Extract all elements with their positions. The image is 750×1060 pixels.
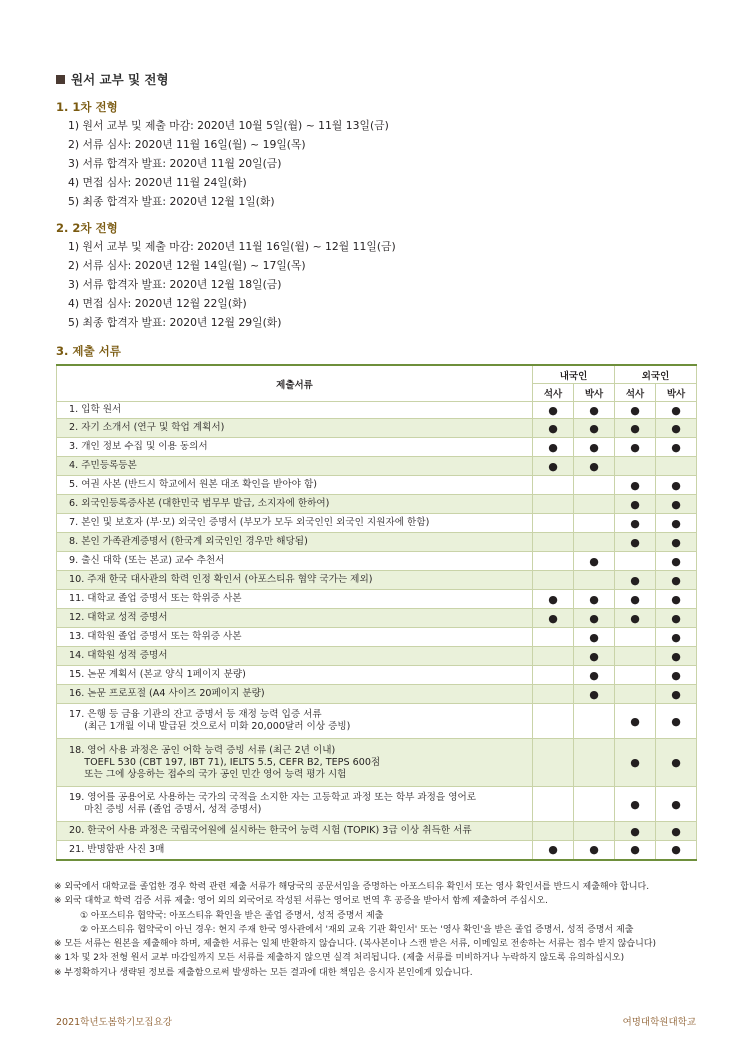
document-name: 14. 대학원 성적 증명서: [57, 647, 533, 666]
domestic-doctor-mark: [574, 787, 615, 822]
table-row: [57, 685, 697, 704]
table-row: [57, 822, 697, 841]
foreign-master-mark: ●: [615, 609, 656, 628]
round2-item: 3) 서류 합격자 발표: 2020년 12월 18일(금): [68, 278, 282, 291]
domestic-master-mark: ●: [533, 457, 574, 476]
domestic-doctor-mark: [574, 514, 615, 533]
foreign-master-mark: [615, 666, 656, 685]
section-title: 원서 교부 및 전형: [56, 70, 169, 88]
foreign-master-mark: ●: [615, 571, 656, 590]
domestic-header: 내국인: [533, 365, 615, 384]
foreign-master-mark: ●: [615, 590, 656, 609]
foreign-master-mark: [615, 457, 656, 476]
domestic-master-mark: [533, 628, 574, 647]
table-row: [57, 666, 697, 685]
domestic-doctor-mark: [574, 476, 615, 495]
domestic-doctor-mark: ●: [574, 419, 615, 438]
foreign-master-mark: ●: [615, 438, 656, 457]
document-name: 3. 개인 정보 수집 및 이용 동의서: [57, 438, 533, 457]
foreign-master-header: 석사: [615, 384, 656, 402]
domestic-doctor-mark: ●: [574, 590, 615, 609]
domestic-master-mark: ●: [533, 402, 574, 419]
foreign-doctor-mark: [656, 457, 697, 476]
foreign-master-mark: ●: [615, 739, 656, 787]
domestic-doctor-mark: [574, 571, 615, 590]
domestic-master-mark: [533, 533, 574, 552]
document-name: 21. 반명함판 사진 3매: [57, 841, 533, 860]
note-line: ※ 부정확하거나 생략된 정보를 제출함으로써 발생하는 모든 결과에 대한 책임은 응시자 본인에게 있습니다.: [54, 967, 473, 978]
foreign-doctor-mark: ●: [656, 822, 697, 841]
domestic-doctor-mark: [574, 739, 615, 787]
document-name: 6. 외국인등록증사본 (대한민국 법무부 발급, 소지자에 한하여): [57, 495, 533, 514]
document-name: 15. 논문 계획서 (본교 양식 1페이지 분량): [57, 666, 533, 685]
domestic-doctor-mark: ●: [574, 552, 615, 571]
domestic-master-mark: ●: [533, 841, 574, 860]
foreign-master-mark: [615, 685, 656, 704]
table-row: [57, 419, 697, 438]
note-line: ① 아포스티유 협약국: 아포스티유 확인을 받은 졸업 증명서, 성적 증명서 제출: [80, 910, 384, 921]
domestic-master-mark: [533, 495, 574, 514]
domestic-doctor-mark: [574, 704, 615, 739]
foreign-doctor-mark: ●: [656, 628, 697, 647]
document-name: 19. 영어를 공용어로 사용하는 국가의 국적을 소지한 자는 고등학교 과정 또는 학부 과정을 영어로 마친 증빙 서류 (졸업 증명서, 성적 증명서): [57, 787, 533, 822]
document-name: 20. 한국어 사용 과정은 국립국어원에 실시하는 한국어 능력 시험 (TOPIK) 3급 이상 취득한 서류: [57, 822, 533, 841]
foreign-doctor-mark: ●: [656, 514, 697, 533]
square-bullet-icon: [56, 75, 65, 84]
domestic-master-mark: ●: [533, 419, 574, 438]
domestic-doctor-mark: ●: [574, 666, 615, 685]
footer-left: 2021학년도봄학기모집요강: [56, 1017, 172, 1028]
foreign-doctor-mark: ●: [656, 787, 697, 822]
domestic-master-mark: [533, 476, 574, 495]
document-name: 10. 주재 한국 대사관의 학력 인정 확인서 (아포스티유 협약 국가는 제외): [57, 571, 533, 590]
round2-item: 5) 최종 합격자 발표: 2020년 12월 29일(화): [68, 316, 282, 329]
table-row: [57, 514, 697, 533]
table-row: [57, 402, 697, 419]
domestic-doctor-mark: [574, 822, 615, 841]
note-line: ※ 외국 대학교 학력 검증 서류 제출: 영어 외의 외국어로 작성된 서류는 영어로 번역 후 공증을 받아서 함께 제출하여 주십시오.: [54, 896, 548, 907]
domestic-master-mark: ●: [533, 609, 574, 628]
foreign-doctor-mark: ●: [656, 552, 697, 571]
foreign-doctor-mark: ●: [656, 739, 697, 787]
foreign-doctor-mark: ●: [656, 609, 697, 628]
note-line: ※ 모든 서류는 원본을 제출해야 하며, 제출한 서류는 일체 반환하지 않습니다. (복사본이나 스캔 받은 서류, 이메일로 전송하는 서류는 접수 받지 않습니다): [54, 939, 657, 950]
domestic-doctor-mark: ●: [574, 438, 615, 457]
domestic-doctor-mark: [574, 495, 615, 514]
note-line: ※ 외국에서 대학교를 졸업한 경우 학력 관련 제출 서류가 해당국의 공문서임을 증명하는 아포스티유 확인서 또는 영사 확인서를 반드시 제출해야 합니다.: [54, 882, 650, 892]
table-row: [57, 841, 697, 860]
document-name: 16. 논문 프로포절 (A4 사이즈 20페이지 분량): [57, 685, 533, 704]
foreign-doctor-header: 박사: [656, 384, 697, 402]
note-line: ※ 1차 및 2차 전형 원서 교부 마감일까지 모든 서류를 제출하지 않으면 실격 처리됩니다. (제출 서류를 미비하거나 누락하지 않도록 유의하십시오): [54, 953, 625, 964]
document-name: 7. 본인 및 보호자 (부·모) 외국인 증명서 (부모가 모두 외국인인 외국인 지원자에 한함): [57, 514, 533, 533]
foreign-master-mark: ●: [615, 841, 656, 860]
document-name: 1. 입학 원서: [57, 402, 533, 419]
domestic-master-mark: [533, 552, 574, 571]
domestic-doctor-mark: ●: [574, 402, 615, 419]
table-row: [57, 647, 697, 666]
round2-item: 4) 면접 심사: 2020년 12월 22일(화): [68, 297, 247, 310]
domestic-master-header: 석사: [533, 384, 574, 402]
round1-item: 2) 서류 심사: 2020년 11월 16일(월) ~ 19일(목): [68, 138, 306, 151]
document-name: 17. 은행 등 금융 기관의 잔고 증명서 등 재정 능력 입증 서류 (최근 1개월 이내 발급된 것으로서 미화 20,000달러 이상 증빙): [57, 704, 533, 739]
foreign-master-mark: ●: [615, 822, 656, 841]
foreign-doctor-mark: ●: [656, 841, 697, 860]
foreign-master-mark: ●: [615, 704, 656, 739]
table-row: [57, 704, 697, 739]
foreign-doctor-mark: ●: [656, 704, 697, 739]
foreign-doctor-mark: ●: [656, 476, 697, 495]
foreign-header: 외국인: [615, 365, 697, 384]
documents-table-body: [57, 402, 697, 860]
round1-item: 4) 면접 심사: 2020년 11월 24일(화): [68, 176, 247, 189]
note-line: ② 아포스티유 협약국이 아닌 경우: 현지 주재 한국 영사관에서 '재외 교육 기관 확인서' 또는 '영사 확인'을 받은 졸업 증명서, 성적 증명서 제출: [80, 924, 634, 935]
domestic-master-mark: [533, 666, 574, 685]
round2-item: 2) 서류 심사: 2020년 12월 14일(월) ~ 17일(목): [68, 259, 306, 272]
footer-right: 여명대학원대학교: [622, 1017, 696, 1028]
document-name: 13. 대학원 졸업 증명서 또는 학위증 사본: [57, 628, 533, 647]
table-row: [57, 628, 697, 647]
domestic-doctor-header: 박사: [574, 384, 615, 402]
foreign-doctor-mark: ●: [656, 495, 697, 514]
domestic-master-mark: ●: [533, 590, 574, 609]
document-name: 18. 영어 사용 과정은 공인 어학 능력 증빙 서류 (최근 2년 이내) TOEFL 530 (CBT 197, IBT 71), IELTS 5.5, CEFR B2, TEPS 600점 또는 그에 상응하는 접수의 국가 공인 민간 영어 능력 평가 시험: [57, 739, 533, 787]
domestic-doctor-mark: ●: [574, 647, 615, 666]
foreign-doctor-mark: ●: [656, 402, 697, 419]
foreign-master-mark: ●: [615, 476, 656, 495]
domestic-doctor-mark: ●: [574, 685, 615, 704]
table-row: [57, 495, 697, 514]
domestic-doctor-mark: ●: [574, 628, 615, 647]
table-row: [57, 476, 697, 495]
domestic-master-mark: ●: [533, 438, 574, 457]
foreign-master-mark: ●: [615, 787, 656, 822]
domestic-doctor-mark: ●: [574, 457, 615, 476]
table-row: [57, 787, 697, 822]
foreign-master-mark: ●: [615, 402, 656, 419]
foreign-master-mark: ●: [615, 495, 656, 514]
domestic-master-mark: [533, 822, 574, 841]
document-name: 5. 여권 사본 (반드시 학교에서 원본 대조 확인을 받아야 함): [57, 476, 533, 495]
domestic-master-mark: [533, 571, 574, 590]
table-row: [57, 739, 697, 787]
document-name: 12. 대학교 성적 증명서: [57, 609, 533, 628]
table-row: [57, 533, 697, 552]
domestic-master-mark: [533, 704, 574, 739]
foreign-doctor-mark: ●: [656, 533, 697, 552]
foreign-master-mark: [615, 552, 656, 571]
foreign-master-mark: ●: [615, 419, 656, 438]
domestic-master-mark: [533, 685, 574, 704]
document-name: 8. 본인 가족관계증명서 (한국계 외국인인 경우만 해당됨): [57, 533, 533, 552]
domestic-doctor-mark: ●: [574, 841, 615, 860]
round1-item: 1) 원서 교부 및 제출 마감: 2020년 10월 5일(월) ~ 11월 13일(금): [68, 119, 389, 132]
round1-title: 1. 1차 전형: [56, 100, 118, 114]
document-name: 9. 출신 대학 (또는 본교) 교수 추천서: [57, 552, 533, 571]
foreign-master-mark: ●: [615, 514, 656, 533]
foreign-master-mark: ●: [615, 533, 656, 552]
table-row: [57, 438, 697, 457]
doc-column-header: 제출서류: [57, 365, 533, 402]
table-row: [57, 590, 697, 609]
table-row: [57, 457, 697, 476]
round1-item: 3) 서류 합격자 발표: 2020년 11월 20일(금): [68, 157, 282, 170]
foreign-doctor-mark: ●: [656, 590, 697, 609]
table-row: [57, 571, 697, 590]
foreign-master-mark: [615, 628, 656, 647]
foreign-doctor-mark: ●: [656, 666, 697, 685]
document-name: 4. 주민등록등본: [57, 457, 533, 476]
documents-title: 3. 제출 서류: [56, 344, 121, 358]
foreign-doctor-mark: ●: [656, 571, 697, 590]
domestic-doctor-mark: [574, 533, 615, 552]
foreign-doctor-mark: ●: [656, 647, 697, 666]
domestic-master-mark: [533, 647, 574, 666]
foreign-doctor-mark: ●: [656, 438, 697, 457]
documents-table: [56, 364, 697, 861]
domestic-master-mark: [533, 739, 574, 787]
table-row: [57, 552, 697, 571]
domestic-master-mark: [533, 787, 574, 822]
foreign-master-mark: [615, 647, 656, 666]
round2-item: 1) 원서 교부 및 제출 마감: 2020년 11월 16일(월) ~ 12월 11일(금): [68, 240, 396, 253]
document-name: 11. 대학교 졸업 증명서 또는 학위증 사본: [57, 590, 533, 609]
foreign-doctor-mark: ●: [656, 685, 697, 704]
round2-title: 2. 2차 전형: [56, 221, 118, 235]
notes: [54, 880, 714, 980]
foreign-doctor-mark: ●: [656, 419, 697, 438]
round1-item: 5) 최종 합격자 발표: 2020년 12월 1일(화): [68, 195, 275, 208]
document-name: 2. 자기 소개서 (연구 및 학업 계획서): [57, 419, 533, 438]
domestic-master-mark: [533, 514, 574, 533]
table-row: [57, 609, 697, 628]
domestic-doctor-mark: ●: [574, 609, 615, 628]
